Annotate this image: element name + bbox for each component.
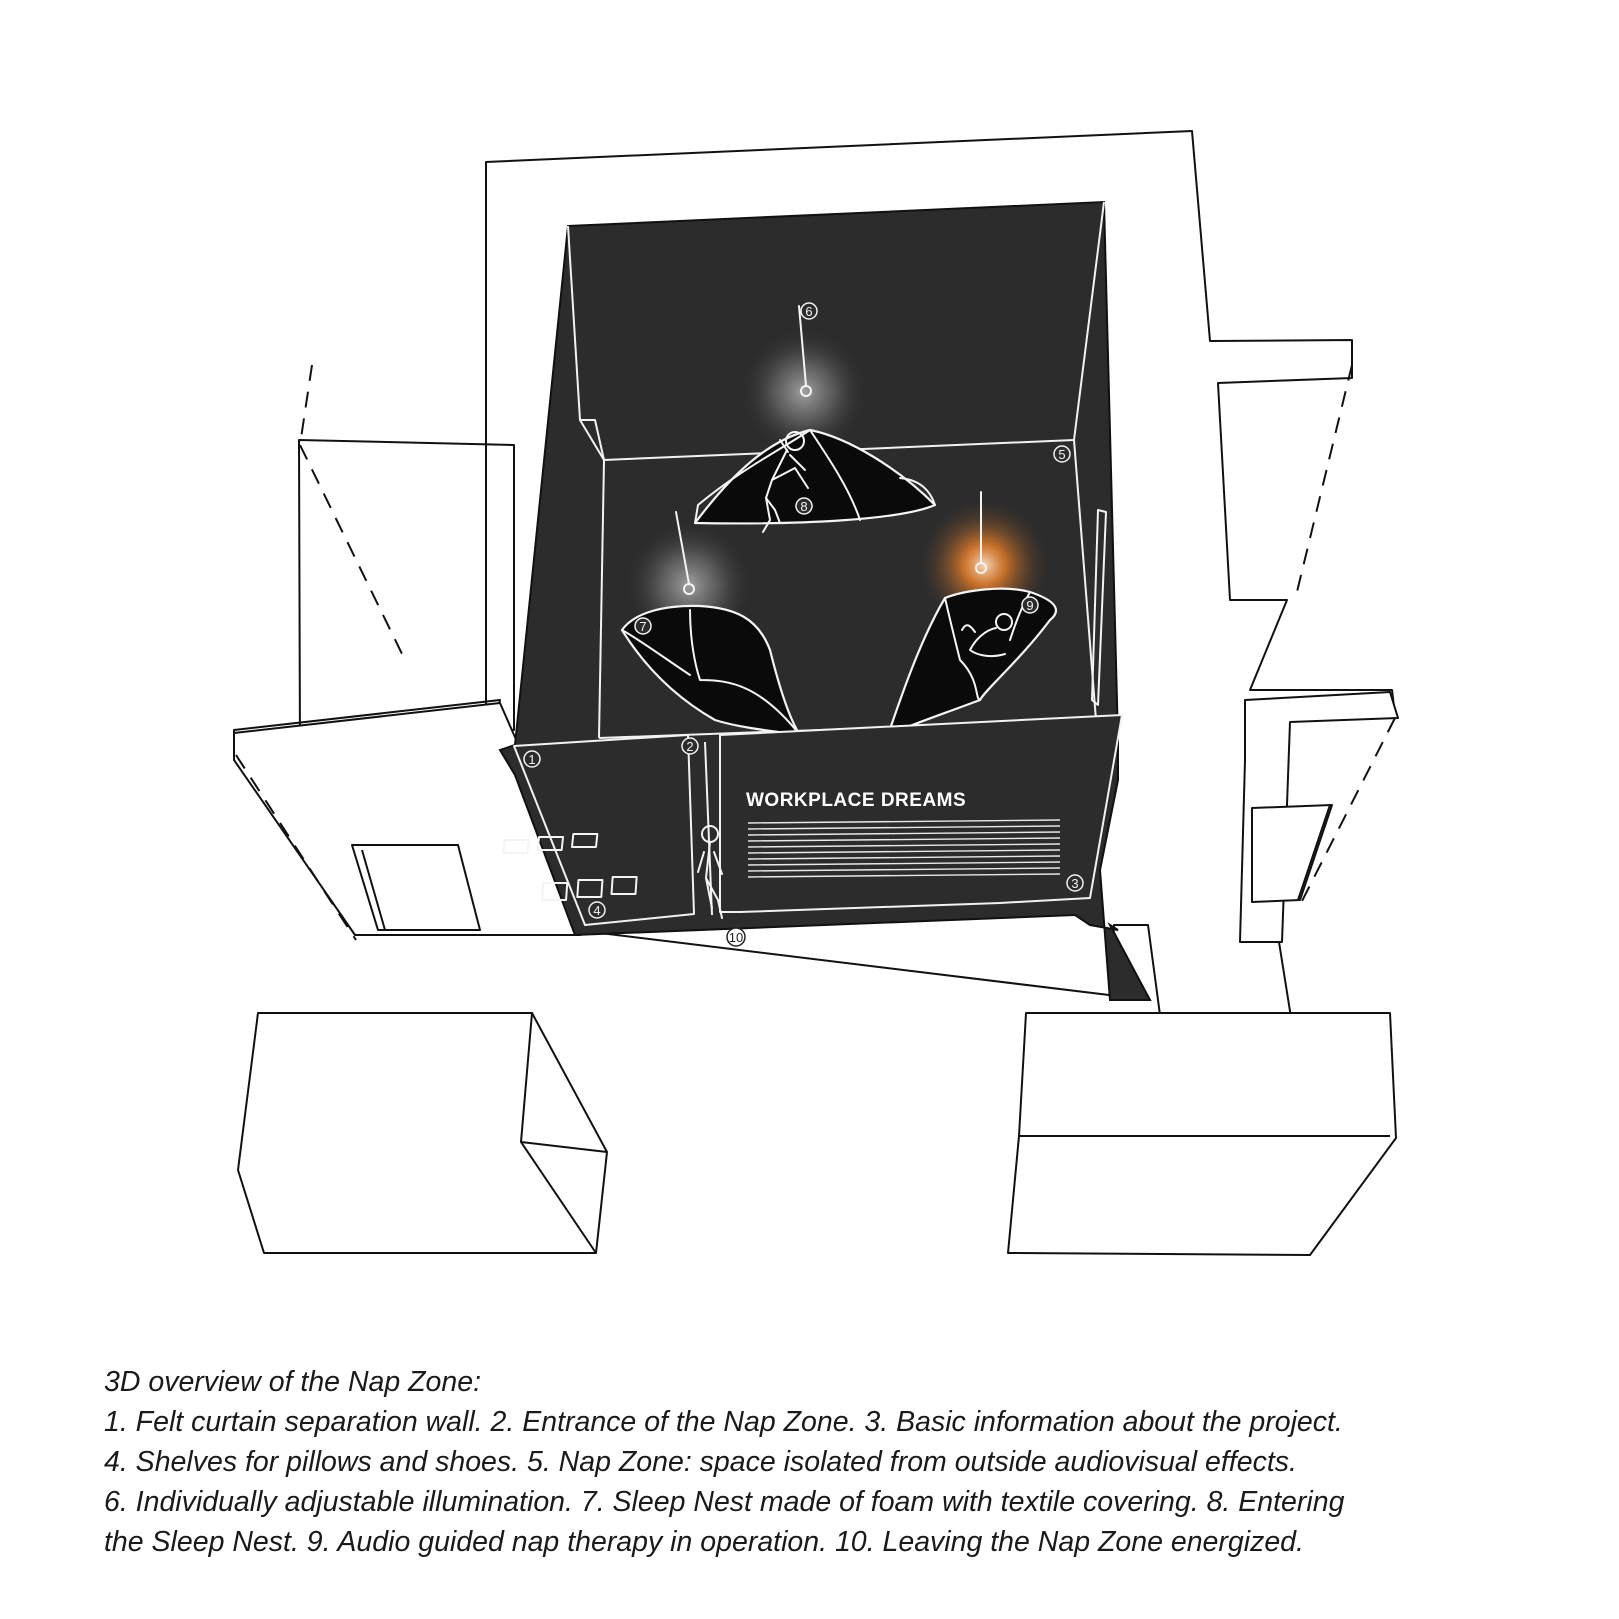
marker-2	[682, 738, 698, 754]
marker-9	[1022, 597, 1038, 613]
sign-title: WORKPLACE DREAMS	[746, 790, 967, 811]
marker-label: 4	[593, 903, 601, 918]
caption-line: 6. Individually adjustable illumination. 7. Sleep Nest made of foam with textile covering. 8. Entering	[104, 1486, 1345, 1518]
marker-label: 7	[639, 619, 647, 634]
marker-6	[801, 303, 817, 319]
left-lower-box	[238, 1013, 607, 1253]
caption-line: 1. Felt curtain separation wall. 2. Entrance of the Nap Zone. 3. Basic information about the project.	[104, 1406, 1343, 1438]
marker-5	[1054, 446, 1070, 462]
right-lower-box	[1008, 1013, 1396, 1255]
marker-label: 9	[1026, 598, 1034, 613]
marker-label: 10	[728, 930, 744, 945]
marker-label: 8	[800, 499, 808, 514]
marker-8	[796, 498, 812, 514]
marker-1	[524, 751, 540, 767]
caption-line: the Sleep Nest. 9. Audio guided nap therapy in operation. 10. Leaving the Nap Zone energized.	[104, 1526, 1304, 1558]
marker-label: 5	[1058, 447, 1066, 462]
right-door-opening	[1252, 805, 1332, 902]
marker-label: 3	[1071, 876, 1079, 891]
felt-curtain-front	[503, 715, 1122, 925]
marker-label: 2	[686, 739, 694, 754]
marker-label: 6	[805, 304, 813, 319]
marker-4	[589, 902, 605, 918]
marker-3	[1067, 875, 1083, 891]
caption-line: 4. Shelves for pillows and shoes. 5. Nap Zone: space isolated from outside audiovisual effects.	[104, 1446, 1297, 1478]
marker-10	[727, 928, 745, 946]
marker-label: 1	[528, 752, 536, 767]
caption-title: 3D overview of the Nap Zone:	[104, 1366, 482, 1398]
caption	[104, 1362, 1544, 1562]
marker-7	[635, 618, 651, 634]
info-sign-panel	[720, 715, 1122, 912]
